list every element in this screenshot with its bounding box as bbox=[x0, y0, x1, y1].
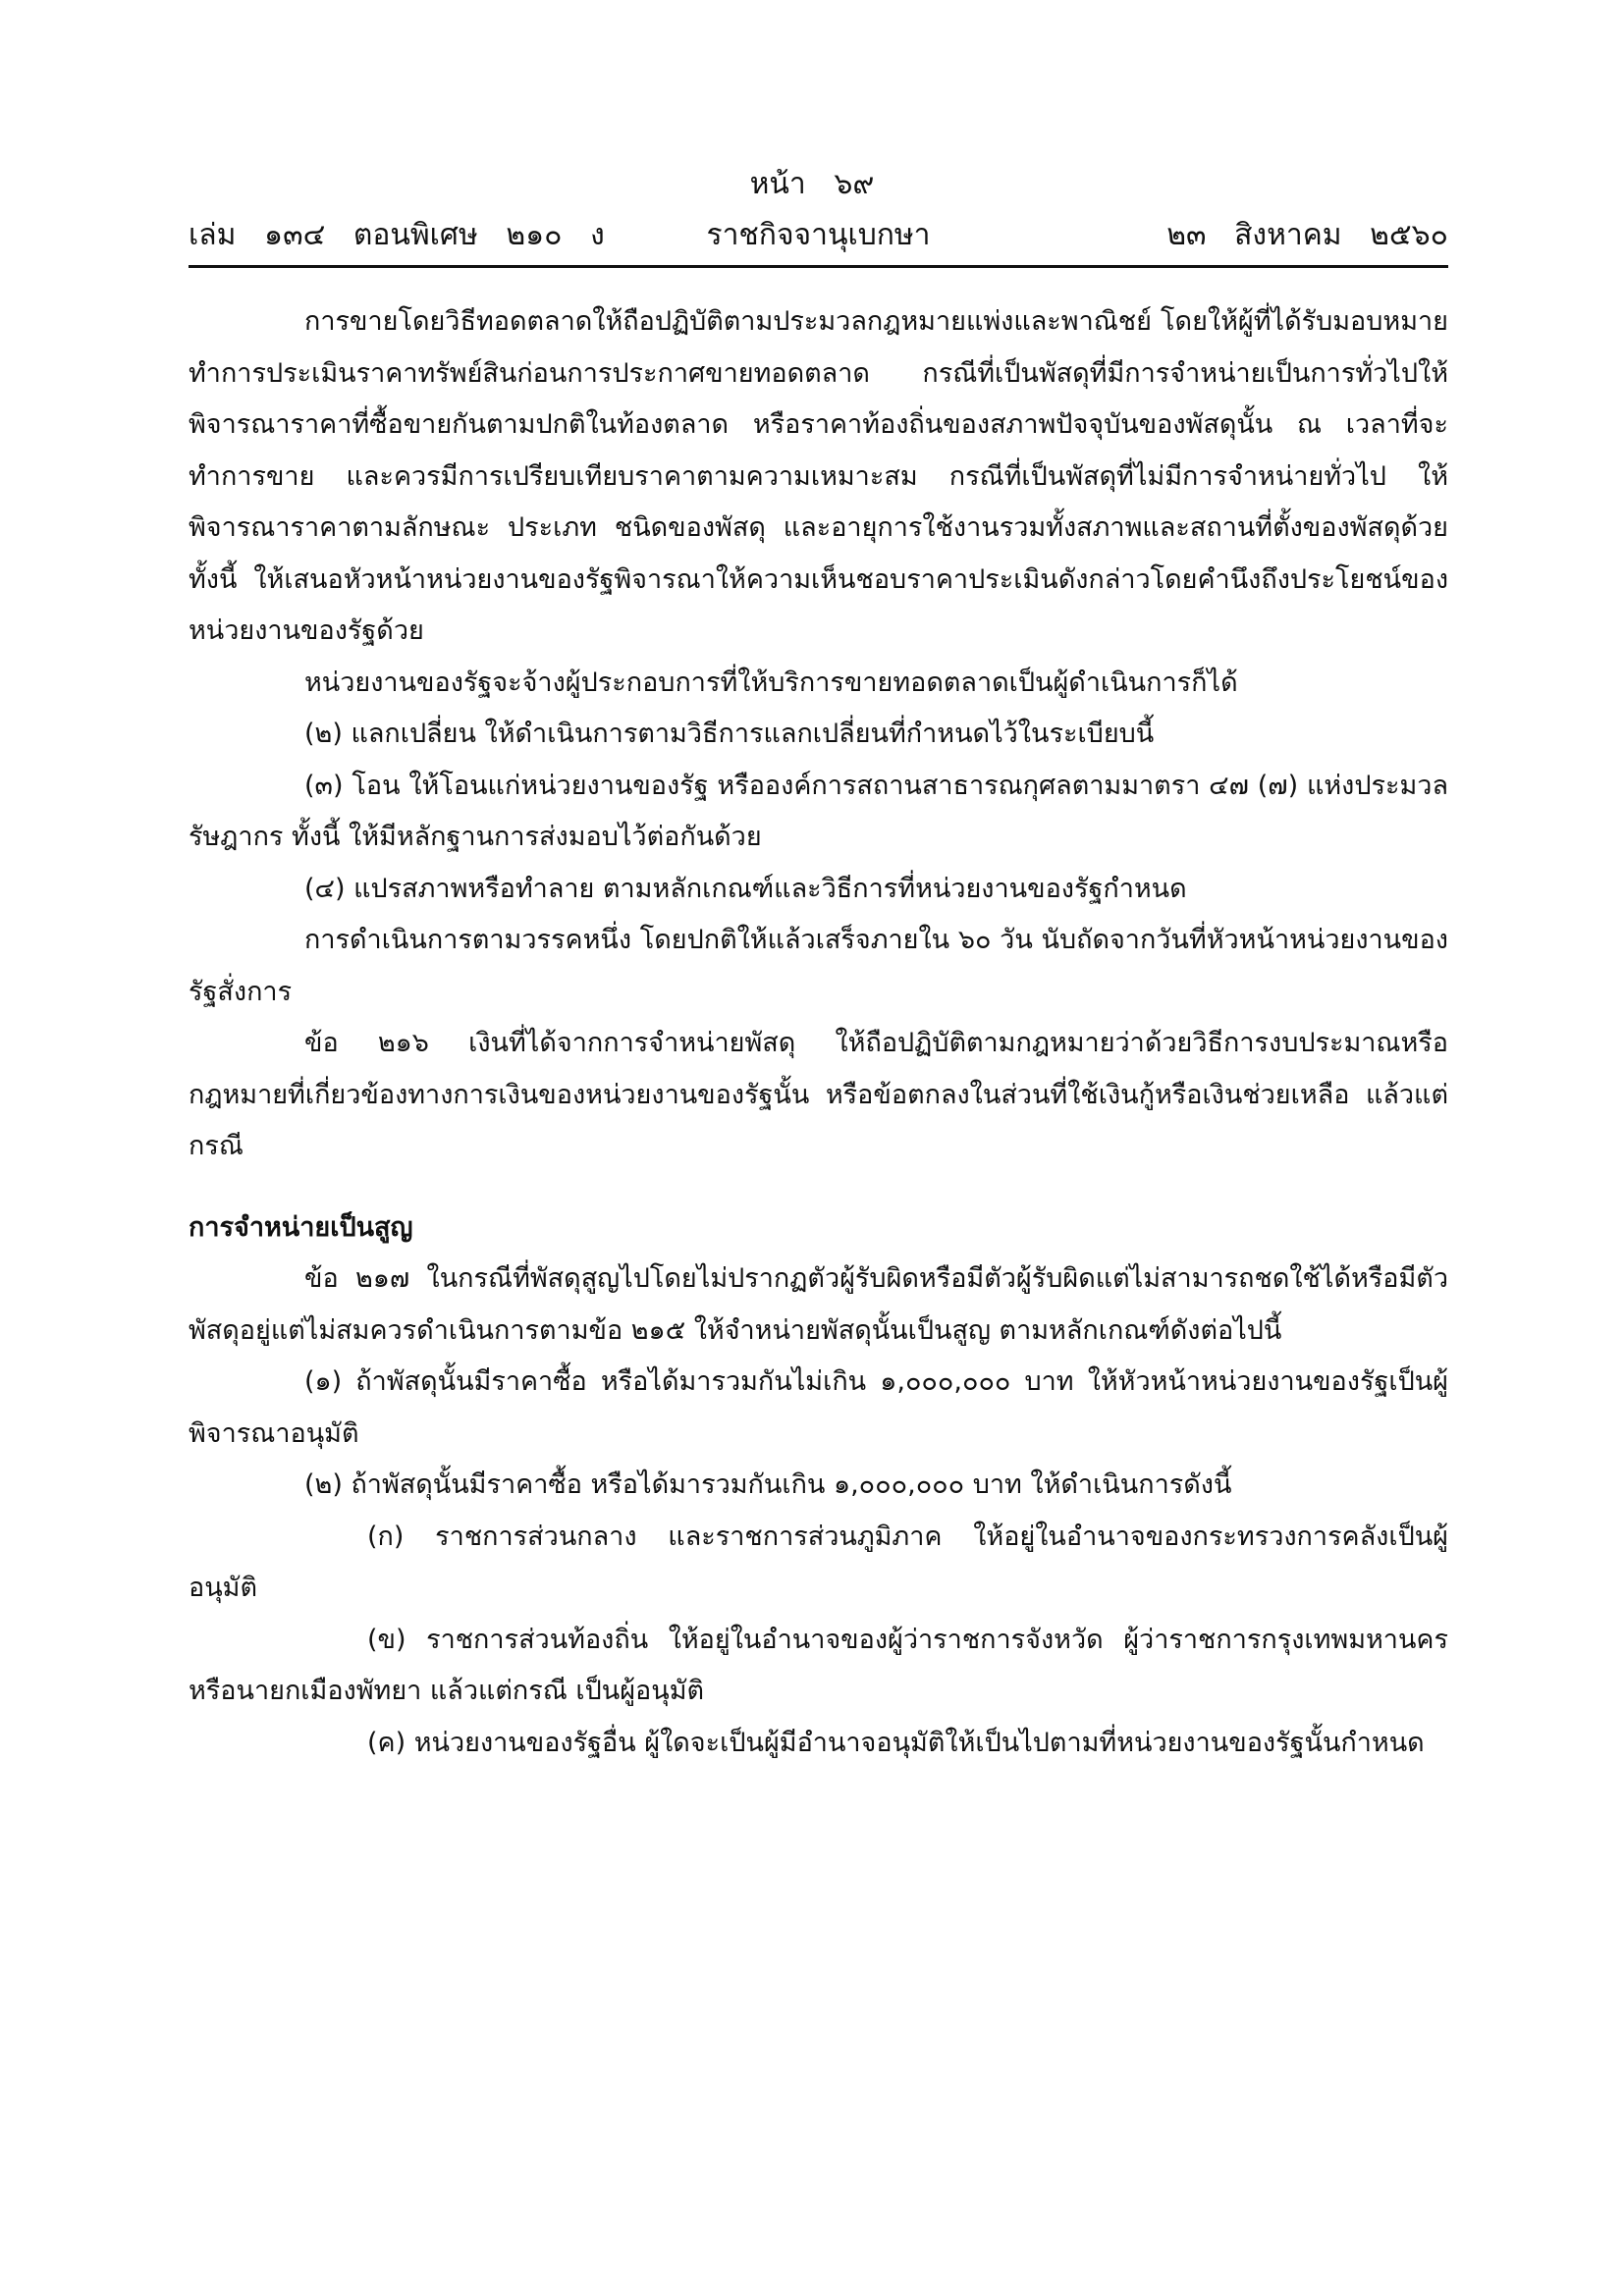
paragraph-deadline: การดำเนินการตามวรรคหนึ่ง โดยปกติให้แล้วเสร็จภายใน ๖๐ วัน นับถัดจากวันที่หัวหน้าหน่วยงานของรัฐสั่งการ bbox=[189, 925, 1448, 1007]
publication-title: ราชกิจจานุเบกษา bbox=[706, 218, 931, 252]
clause-217: ข้อ ๒๑๗ ในกรณีที่พัสดุสูญไปโดยไม่ปรากฏตัวผู้รับผิดหรือมีตัวผู้รับผิดแต่ไม่สามารถชดใช้ได้หรือมีตัวพัสดุอยู่แต่ไม่สมควรดำเนินการตามข้อ ๒๑๕ ให้จำหน่ายพัสดุนั้นเป็นสูญ ตามหลักเกณฑ์ดังต่อไปนี้ bbox=[189, 1263, 1448, 1346]
item-1: (๑) ถ้าพัสดุนั้นมีราคาซื้อ หรือได้มารวมกันไม่เกิน ๑,๐๐๐,๐๐๐ บาท ให้หัวหน้าหน่วยงานของรัฐเป็นผู้พิจารณาอนุมัติ bbox=[189, 1366, 1448, 1449]
clause-216: ข้อ ๒๑๖ เงินที่ได้จากการจำหน่ายพัสดุ ให้ถือปฏิบัติตามกฎหมายว่าด้วยวิธีการงบประมาณหรือกฎหมายที่เกี่ยวข้องทางการเงินของหน่วยงานของรัฐนั้น หรือข้อตกลงในส่วนที่ใช้เงินกู้หรือเงินช่วยเหลือ แล้วแต่กรณี bbox=[189, 1028, 1448, 1161]
volume-issue: เล่ม ๑๓๔ ตอนพิเศษ ๒๑๐ ง bbox=[189, 218, 605, 252]
paragraph-auction-contractor: หน่วยงานของรัฐจะจ้างผู้ประกอบการที่ให้บริการขายทอดตลาดเป็นผู้ดำเนินการก็ได้ bbox=[304, 667, 1238, 698]
subitem-ka: (ก) ราชการส่วนกลาง และราชการส่วนภูมิภาค ให้อยู่ในอำนาจของกระทรวงการคลังเป็นผู้อนุมัติ bbox=[189, 1521, 1448, 1603]
page-number: หน้า ๖๙ bbox=[749, 167, 875, 201]
item-transfer: (๓) โอน ให้โอนแก่หน่วยงานของรัฐ หรือองค์การสถานสาธารณกุศลตามมาตรา ๔๗ (๗) แห่งประมวลรัษฎากร ทั้งนี้ ให้มีหลักฐานการส่งมอบไว้ต่อกันด้วย bbox=[189, 770, 1448, 852]
publication-date: ๒๓ สิงหาคม ๒๕๖๐ bbox=[1166, 218, 1448, 252]
subitem-kho-khwai: (ค) หน่วยงานของรัฐอื่น ผู้ใดจะเป็นผู้มีอำนาจอนุมัติให้เป็นไปตามที่หน่วยงานของรัฐนั้นกำหนด bbox=[367, 1727, 1425, 1758]
paragraph-auction: การขายโดยวิธีทอดตลาดให้ถือปฏิบัติตามประมวลกฎหมายแพ่งและพาณิชย์ โดยให้ผู้ที่ได้รับมอบหมายทำการประเมินราคาทรัพย์สินก่อนการประกาศขายทอดตลาด กรณีที่เป็นพัสดุที่มีการจำหน่ายเป็นการทั่วไปให้พิจารณาราคาที่ซื้อขายกันตามปกติในท้องตลาด หรือราคาท้องถิ่นของสภาพปัจจุบันของพัสดุนั้น ณ เวลาที่จะทำการขาย และควรมีการเปรียบเทียบราคาตามความเหมาะสม กรณีที่เป็นพัสดุที่ไม่มีการจำหน่ายทั่วไป ให้พิจารณาราคาตามลักษณะ ประเภท ชนิดของพัสดุ และอายุการใช้งานรวมทั้งสภาพและสถานที่ตั้งของพัสดุด้วย ทั้งนี้ ให้เสนอหัวหน้าหน่วยงานของรัฐพิจารณาให้ความเห็นชอบราคาประเมินดังกล่าวโดยคำนึงถึงประโยชน์ของหน่วยงานของรัฐด้วย bbox=[189, 306, 1448, 646]
item-2: (๒) ถ้าพัสดุนั้นมีราคาซื้อ หรือได้มารวมกันเกิน ๑,๐๐๐,๐๐๐ บาท ให้ดำเนินการดังนี้ bbox=[304, 1469, 1232, 1500]
subitem-kho: (ข) ราชการส่วนท้องถิ่น ให้อยู่ในอำนาจของผู้ว่าราชการจังหวัด ผู้ว่าราชการกรุงเทพมหานครหรือนายกเมืองพัทยา แล้วแต่กรณี เป็นผู้อนุมัติ bbox=[189, 1624, 1448, 1706]
item-convert-destroy: (๔) แปรสภาพหรือทำลาย ตามหลักเกณฑ์และวิธีการที่หน่วยงานของรัฐกำหนด bbox=[304, 873, 1187, 904]
document-body bbox=[189, 296, 1448, 1769]
header-divider bbox=[189, 265, 1448, 268]
section-heading: การจำหน่ายเป็นสูญ bbox=[189, 1211, 413, 1243]
gazette-header bbox=[189, 214, 1448, 257]
item-exchange: (๒) แลกเปลี่ยน ให้ดำเนินการตามวิธีการแลกเปลี่ยนที่กำหนดไว้ในระเบียบนี้ bbox=[304, 719, 1155, 749]
section-gap bbox=[189, 1173, 1448, 1202]
